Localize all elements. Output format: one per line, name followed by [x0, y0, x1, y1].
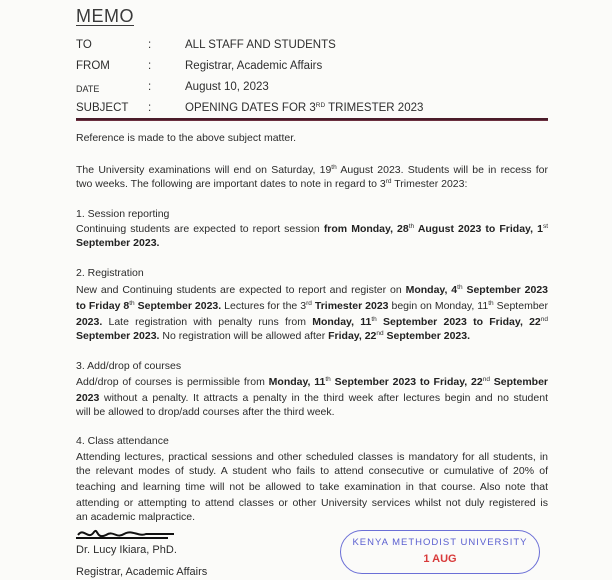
text-segment: Monday, 11: [268, 376, 326, 388]
header-colon: :: [148, 39, 152, 51]
text-segment: Monday, 4: [405, 284, 458, 296]
header-label: FROM: [76, 60, 110, 72]
superscript: rd: [385, 178, 392, 185]
text-segment: No registration will be allowed after: [159, 330, 329, 342]
subject-text-rest: TRIMESTER 2023: [325, 102, 424, 114]
body-text-line: [76, 392, 548, 405]
text-segment: Late registration with penalty runs from: [102, 316, 313, 328]
text-segment: the relevant modes of study. A student who fails to attend consecutive or cumulative of 20% of: [76, 465, 548, 477]
superscript: th: [129, 300, 135, 307]
text-segment: 3. Add/drop of courses: [76, 360, 182, 372]
superscript: th: [371, 316, 377, 323]
body-text-line: [76, 497, 548, 510]
body-text-line: [76, 132, 548, 145]
text-segment: Trimester 2023:: [391, 178, 468, 190]
text-segment: 2023.: [76, 316, 103, 328]
subject-sup: RD: [315, 102, 326, 109]
header-label: SUBJECT: [76, 102, 129, 114]
memo-title: MEMO: [76, 6, 134, 26]
body-text-line: [76, 223, 548, 236]
header-colon: :: [148, 102, 152, 114]
body-text-line: [76, 330, 548, 343]
body-text-line: [76, 164, 548, 177]
text-segment: 2023: [76, 392, 100, 404]
header-label: date: [76, 81, 100, 95]
superscript: th: [325, 376, 331, 383]
text-segment: 1. Session reporting: [76, 208, 170, 220]
text-segment: The University examinations will end on Saturday, 19: [76, 164, 332, 176]
body-text-line: [76, 178, 548, 191]
body-text-line: [76, 511, 548, 524]
section-heading: [76, 208, 548, 221]
text-segment: will be allowed to drop/add courses after the third week.: [76, 406, 335, 418]
body-text-line: [76, 406, 548, 419]
superscript: th: [408, 223, 415, 230]
superscript: th: [488, 300, 494, 307]
header-value: ALL STAFF AND STUDENTS: [185, 39, 336, 51]
signature: [70, 526, 180, 542]
text-segment: September 2023.: [134, 300, 222, 312]
superscript: nd: [376, 330, 384, 337]
header-value: Registrar, Academic Affairs: [185, 60, 323, 72]
body-text-line: [76, 451, 548, 464]
text-segment: 4. Class attendance: [76, 435, 169, 447]
text-segment: September 2023: [462, 284, 549, 296]
superscript: nd: [482, 376, 490, 383]
text-segment: teaching and learning time will not be allowed to take examination in that course. Also note that: [76, 481, 548, 493]
text-segment: September 2023.: [76, 237, 160, 249]
text-segment: September: [489, 376, 549, 388]
header-divider: [76, 118, 548, 121]
text-segment: Reference is made to the above subject matter.: [76, 132, 297, 144]
text-segment: September 2023.: [76, 330, 160, 342]
text-segment: attending or attempting to attend classes or other University services whilst not duly registered is: [76, 497, 548, 509]
section-heading: [76, 360, 548, 373]
text-segment: September: [493, 300, 548, 312]
text-segment: Add/drop of courses is permissible from: [76, 376, 269, 388]
stamp-text: KENYA METHODIST UNIVERSITY: [352, 537, 528, 548]
header-label: TO: [76, 39, 92, 51]
body-text-line: [76, 316, 548, 329]
body-text-line: [76, 300, 548, 313]
signatory-name: Dr. Lucy Ikiara, PhD.: [76, 544, 177, 556]
text-segment: September 2023.: [383, 330, 471, 342]
text-segment: to Friday 8: [76, 300, 130, 312]
signatory-title: Registrar, Academic Affairs: [76, 566, 208, 578]
text-segment: begin on Monday, 11: [388, 300, 489, 312]
body-text-line: [76, 237, 548, 250]
superscript: nd: [540, 316, 548, 323]
superscript: st: [542, 223, 548, 230]
text-segment: August 2023 to Friday, 1: [414, 223, 543, 235]
text-segment: an academic malpractice.: [76, 511, 196, 523]
text-segment: Trimester 2023: [311, 300, 389, 312]
header-value: [185, 102, 423, 114]
text-segment: September 2023 to Friday, 22: [376, 316, 541, 328]
text-segment: Attending lectures, practical sessions and other scheduled classes is mandatory for all students, in: [76, 451, 548, 463]
text-segment: New and Continuing students are expected to report and register on: [76, 284, 406, 296]
section-heading: [76, 435, 548, 448]
text-segment: August 2023. Students will be in recess for: [336, 164, 548, 176]
header-value: August 10, 2023: [185, 81, 269, 93]
text-segment: Continuing students are expected to report session: [76, 223, 324, 235]
body-text-line: [76, 376, 548, 389]
text-segment: Monday, 11: [312, 316, 372, 328]
body-text-line: [76, 284, 548, 297]
header-colon: :: [148, 81, 152, 93]
text-segment: Friday, 22: [328, 330, 377, 342]
text-segment: from Monday, 28: [323, 223, 409, 235]
text-segment: two weeks. The following are important dates to note in regard to 3: [76, 178, 386, 190]
superscript: th: [331, 164, 337, 171]
body-text-line: [76, 481, 548, 494]
text-segment: Lectures for the 3: [221, 300, 307, 312]
body-text-line: [76, 465, 548, 478]
text-segment: September 2023 to Friday, 22: [330, 376, 483, 388]
university-stamp: [340, 530, 540, 574]
superscript: rd: [306, 300, 312, 307]
header-colon: :: [148, 60, 152, 72]
text-segment: without a penalty. It attracts a penalty in the third week after lectures begin and no student: [99, 392, 548, 404]
subject-text: OPENING DATES FOR 3: [185, 102, 316, 114]
section-heading: [76, 267, 548, 280]
stamp-date: 1 AUG: [423, 553, 457, 565]
superscript: th: [457, 284, 463, 291]
text-segment: 2. Registration: [76, 267, 144, 279]
